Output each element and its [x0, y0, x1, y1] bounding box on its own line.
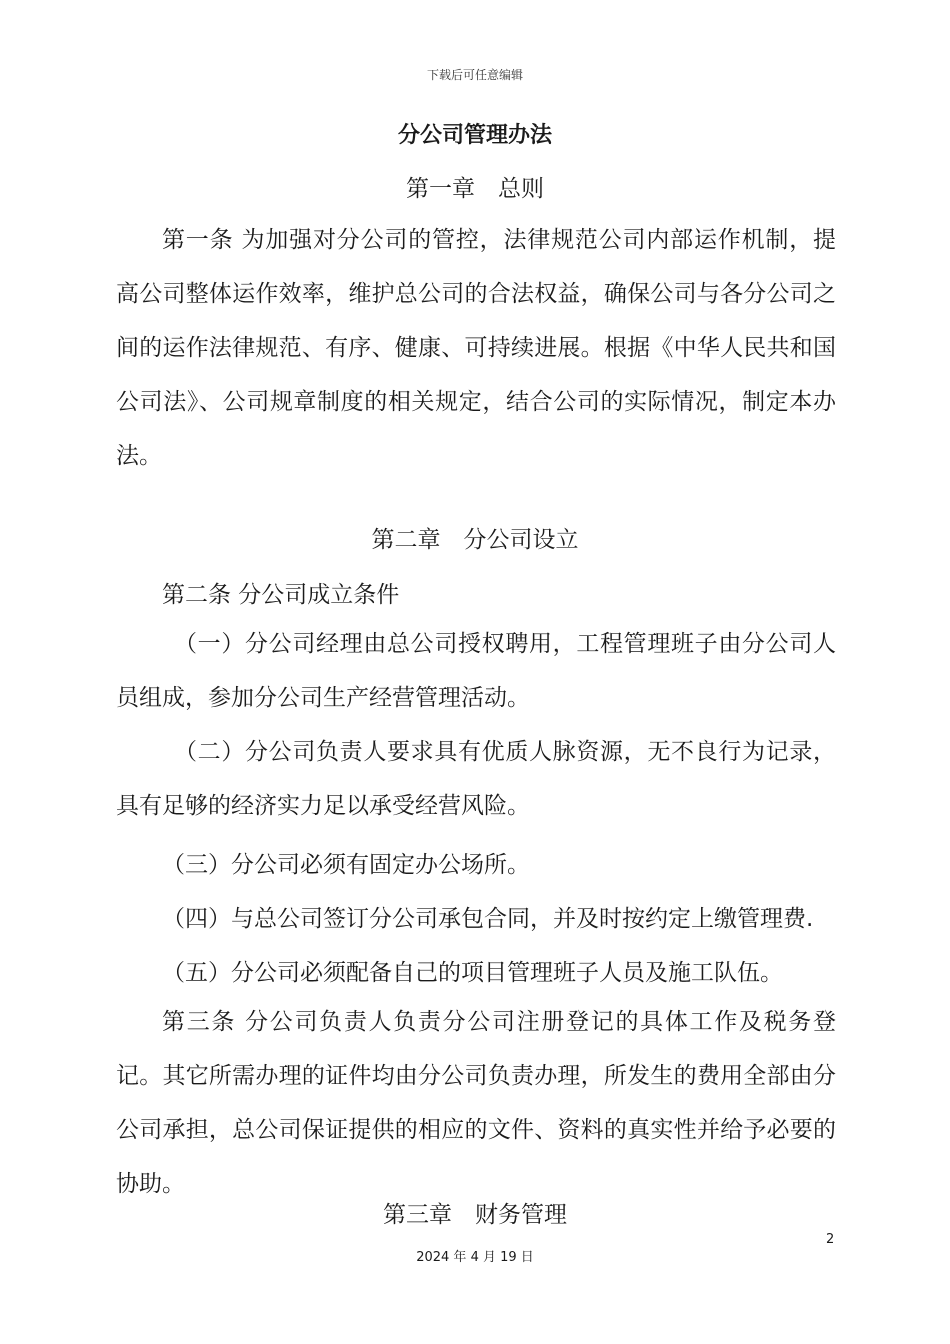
header-note: 下载后可任意编辑	[426, 68, 523, 82]
article-1	[116, 213, 836, 483]
document-title: 分公司管理办法	[397, 123, 552, 148]
item-1: （一）分公司经理由总公司授权聘用，工程管理班子由分公司人员组成，参加分公司生产经营管理活动。	[116, 631, 836, 711]
item-5: （五）分公司必须配备自己的项目管理班子人员及施工队伍。	[162, 960, 783, 986]
item-4: （四）与总公司签订分公司承包合同，并及时按约定上缴管理费.	[162, 906, 814, 932]
item-2: （二）分公司负责人要求具有优质人脉资源，无不良行为记录，具有足够的经济实力足以承受经营风险。	[116, 739, 836, 819]
page-number: 2	[826, 1232, 835, 1247]
chapter-1-heading: 第一章 总则	[406, 176, 544, 202]
article-3: 第三条 分公司负责人负责分公司注册登记的具体工作及税务登记。其它所需办理的证件均由分公司负责办理，所发生的费用全部由分公司承担，总公司保证提供的相应的文件、资料的真实性并给予必要的协助。	[116, 1009, 836, 1197]
chapter-3-heading: 第三章 财务管理	[383, 1202, 567, 1228]
item-3: （三）分公司必须有固定办公场所。	[162, 852, 530, 878]
article-2: 第二条 分公司成立条件	[162, 582, 400, 608]
footer-date: 2024 年 4 月 19 日	[416, 1250, 534, 1265]
article-1-label: 第一条	[162, 227, 234, 253]
chapter-2-heading: 第二章 分公司设立	[371, 527, 579, 553]
article-1-text: 为加强对分公司的管控，法律规范公司内部运作机制，提高公司整体运作效率，维护总公司的合法权益，确保公司与各分公司之间的运作法律规范、有序、健康、可持续进展。根据《中华人民共和国公司法》、公司规章制度的相关规定，结合公司的实际情况，制定本办法。	[116, 227, 837, 469]
